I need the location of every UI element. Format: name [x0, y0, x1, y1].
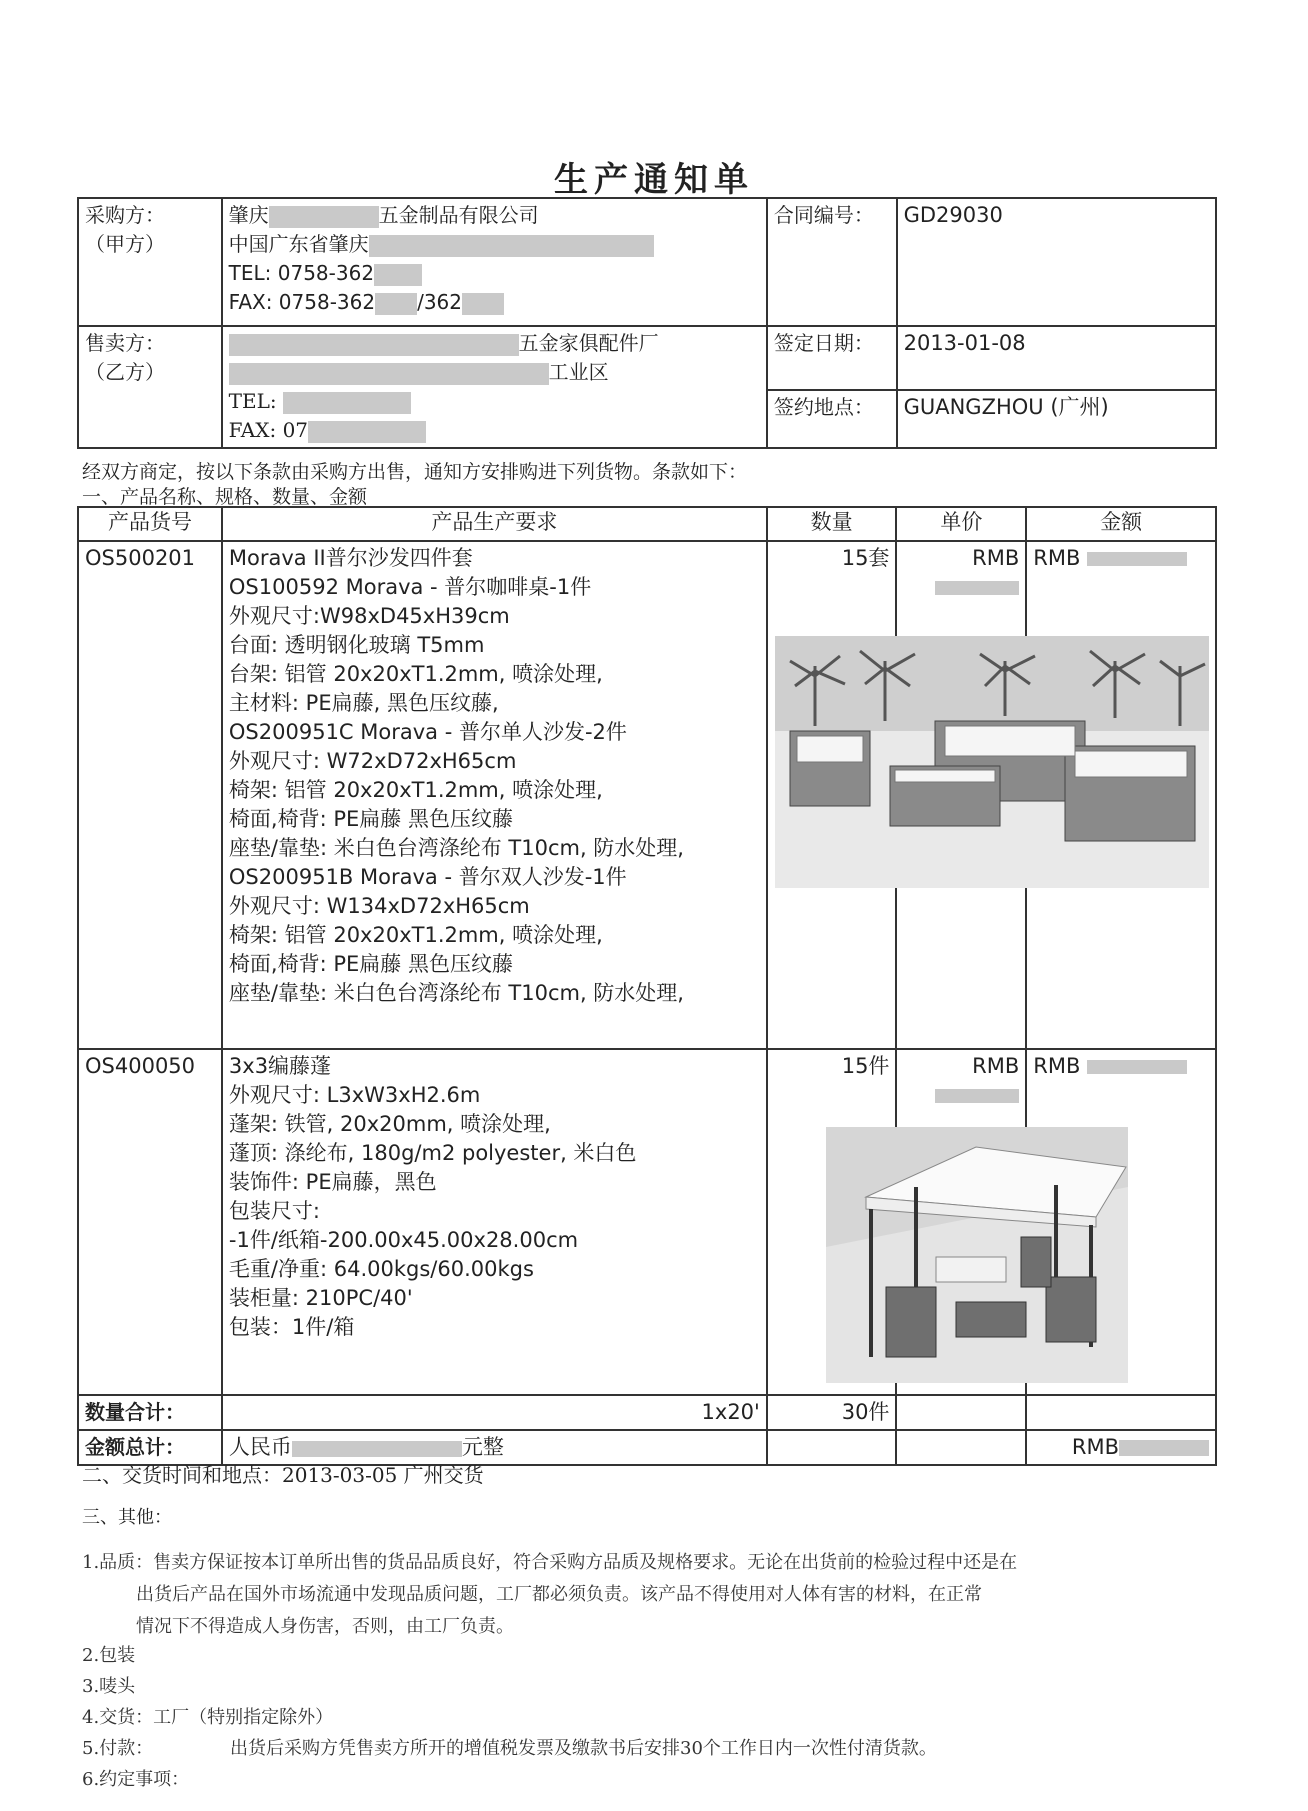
item-amount: RMB [1026, 541, 1216, 1049]
section-2-heading: 二、交货时间和地点：2013-03-05 广州交货 [82, 1463, 484, 1487]
req-line: 装柜量: 210PC/40' [228, 1286, 413, 1310]
item-unit-price: RMB [896, 1049, 1026, 1395]
document-title: 生产通知单 [554, 160, 754, 200]
section-1-heading: 一、产品名称、规格、数量、金额 [82, 486, 368, 508]
buyer-address: 中国广东省肇庆 [229, 230, 760, 259]
req-line: 外观尺寸: W72xD72xH65cm [228, 749, 517, 773]
contract-no-label: 合同编号： [767, 198, 897, 326]
term-4: 4.交货：工厂（特别指定除外） [82, 1707, 334, 1728]
req-line: Morava II普尔沙发四件套 [228, 546, 473, 570]
term-5: 5.付款： [82, 1738, 154, 1759]
req-line: OS100592 Morava - 普尔咖啡桌-1件 [228, 575, 592, 599]
term-1: 1.品质：售卖方保证按本订单所出售的货品品质良好，符合采购方品质及规格要求。无论在出货前的检验过程中还是在 [82, 1552, 1018, 1573]
seller-info-cell [222, 326, 767, 448]
req-line: 毛重/净重: 64.00kgs/60.00kgs [228, 1257, 534, 1281]
seller-address: 工业区 [229, 358, 760, 387]
item-code: OS500201 [78, 541, 222, 1049]
seller-label-2: （乙方） [85, 360, 165, 384]
item-requirements [222, 541, 767, 1049]
amount-total-empty [767, 1430, 897, 1465]
item-unit-price: RMB [896, 541, 1026, 1049]
item-code: OS400050 [78, 1049, 222, 1395]
seller-fax: FAX: 07 [229, 416, 760, 445]
term-3: 3.唛头 [82, 1676, 136, 1697]
req-line: 外观尺寸:W98xD45xH39cm [228, 604, 510, 628]
header-requirements: 产品生产要求 [222, 507, 767, 541]
term-6: 6.约定事项： [82, 1769, 190, 1790]
sign-place-value: GUANGZHOU (广州) [897, 390, 1216, 448]
header-qty: 数量 [767, 507, 897, 541]
req-line: 外观尺寸: L3xW3xH2.6m [228, 1083, 481, 1107]
req-line: 椅架: 铝管 20x20xT1.2mm, 喷涂处理, [228, 923, 603, 947]
req-line: 椅架: 铝管 20x20xT1.2mm, 喷涂处理, [228, 778, 603, 802]
req-line: 包装：1件/箱 [228, 1315, 355, 1339]
qty-total-empty [896, 1395, 1026, 1430]
req-line: 台架: 铝管 20x20xT1.2mm, 喷涂处理, [228, 662, 603, 686]
req-line: OS200951C Morava - 普尔单人沙发-2件 [228, 720, 627, 744]
req-line: OS200951B Morava - 普尔双人沙发-1件 [228, 865, 627, 889]
item-amount: RMB [1026, 1049, 1216, 1395]
req-line: 主材料: PE扁藤, 黑色压纹藤, [228, 691, 499, 715]
req-line: 蓬顶: 涤纶布, 180g/m2 polyester, 米白色 [228, 1141, 637, 1165]
amount-total: RMB [1026, 1430, 1216, 1465]
qty-total: 30件 [767, 1395, 897, 1430]
term-2: 2.包装 [82, 1645, 136, 1666]
buyer-fax: FAX: 0758-362 /362 [229, 288, 760, 317]
req-line: 3x3编藤蓬 [228, 1054, 332, 1078]
term-5-detail: 出货后采购方凭售卖方所开的增值税发票及缴款书后安排30个工作日内一次性付清货款。 [230, 1738, 937, 1759]
item-requirements [222, 1049, 767, 1395]
amount-total-label: 金额总计： [78, 1430, 222, 1465]
qty-total-row [78, 1395, 1216, 1430]
party-table [77, 197, 1217, 449]
sign-date-label: 签定日期： [767, 326, 897, 390]
header-code: 产品货号 [78, 507, 222, 541]
qty-total-label: 数量合计： [78, 1395, 222, 1430]
intro-text: 经双方商定，按以下条款由采购方出售，通知方安排购进下列货物。条款如下： [82, 461, 748, 483]
req-line: 座垫/靠垫: 米白色台湾涤纶布 T10cm, 防水处理, [228, 981, 684, 1005]
req-line: 椅面,椅背: PE扁藤 黑色压纹藤 [228, 952, 513, 976]
buyer-label-2: （甲方） [85, 232, 165, 256]
req-line: 外观尺寸: W134xD72xH65cm [228, 894, 530, 918]
buyer-info-cell [222, 198, 767, 326]
sign-place-label: 签约地点： [767, 390, 897, 448]
seller-company: 五金家俱配件厂 [229, 329, 760, 358]
buyer-tel: TEL: 0758-362 [229, 259, 760, 288]
item-qty: 15件 [767, 1049, 897, 1395]
container-count: 1x20' [222, 1395, 767, 1430]
buyer-label: 采购方： [85, 203, 165, 227]
req-line: -1件/纸箱-200.00x45.00x28.00cm [228, 1228, 579, 1252]
seller-tel: TEL: [229, 387, 760, 416]
seller-label: 售卖方： [85, 331, 165, 355]
header-unit-price: 单价 [896, 507, 1026, 541]
req-line: 座垫/靠垫: 米白色台湾涤纶布 T10cm, 防水处理, [228, 836, 684, 860]
section-3-heading: 三、其他： [82, 1507, 172, 1528]
buyer-label-cell [78, 198, 222, 326]
req-line: 包装尺寸: [228, 1199, 320, 1223]
req-line: 蓬架: 铁管, 20x20mm, 喷涂处理, [228, 1112, 551, 1136]
req-line: 装饰件: PE扁藤，黑色 [228, 1170, 437, 1194]
req-line: 台面: 透明钢化玻璃 T5mm [228, 633, 485, 657]
qty-total-empty-2 [1026, 1395, 1216, 1430]
term-1-cont: 出货后产品在国外市场流通中发现品质问题，工厂都必须负责。该产品不得使用对人体有害的材料，在正常 [136, 1584, 982, 1605]
term-1-cont-2: 情况下不得造成人身伤害，否则，由工厂负责。 [136, 1616, 514, 1637]
product-photo-sofa-set [775, 636, 1209, 888]
seller-label-cell [78, 326, 222, 448]
contract-no-value: GD29030 [897, 198, 1216, 326]
buyer-company: 肇庆 五金制品有限公司 [228, 203, 539, 227]
sign-date-value: 2013-01-08 [897, 326, 1216, 390]
item-qty: 15套 [767, 541, 897, 1049]
header-amount: 金额 [1026, 507, 1216, 541]
req-line: 椅面,椅背: PE扁藤 黑色压纹藤 [228, 807, 513, 831]
amount-total-empty-2 [896, 1430, 1026, 1465]
product-photo-gazebo [826, 1127, 1128, 1383]
amount-words: 人民币 元整 [222, 1430, 767, 1465]
